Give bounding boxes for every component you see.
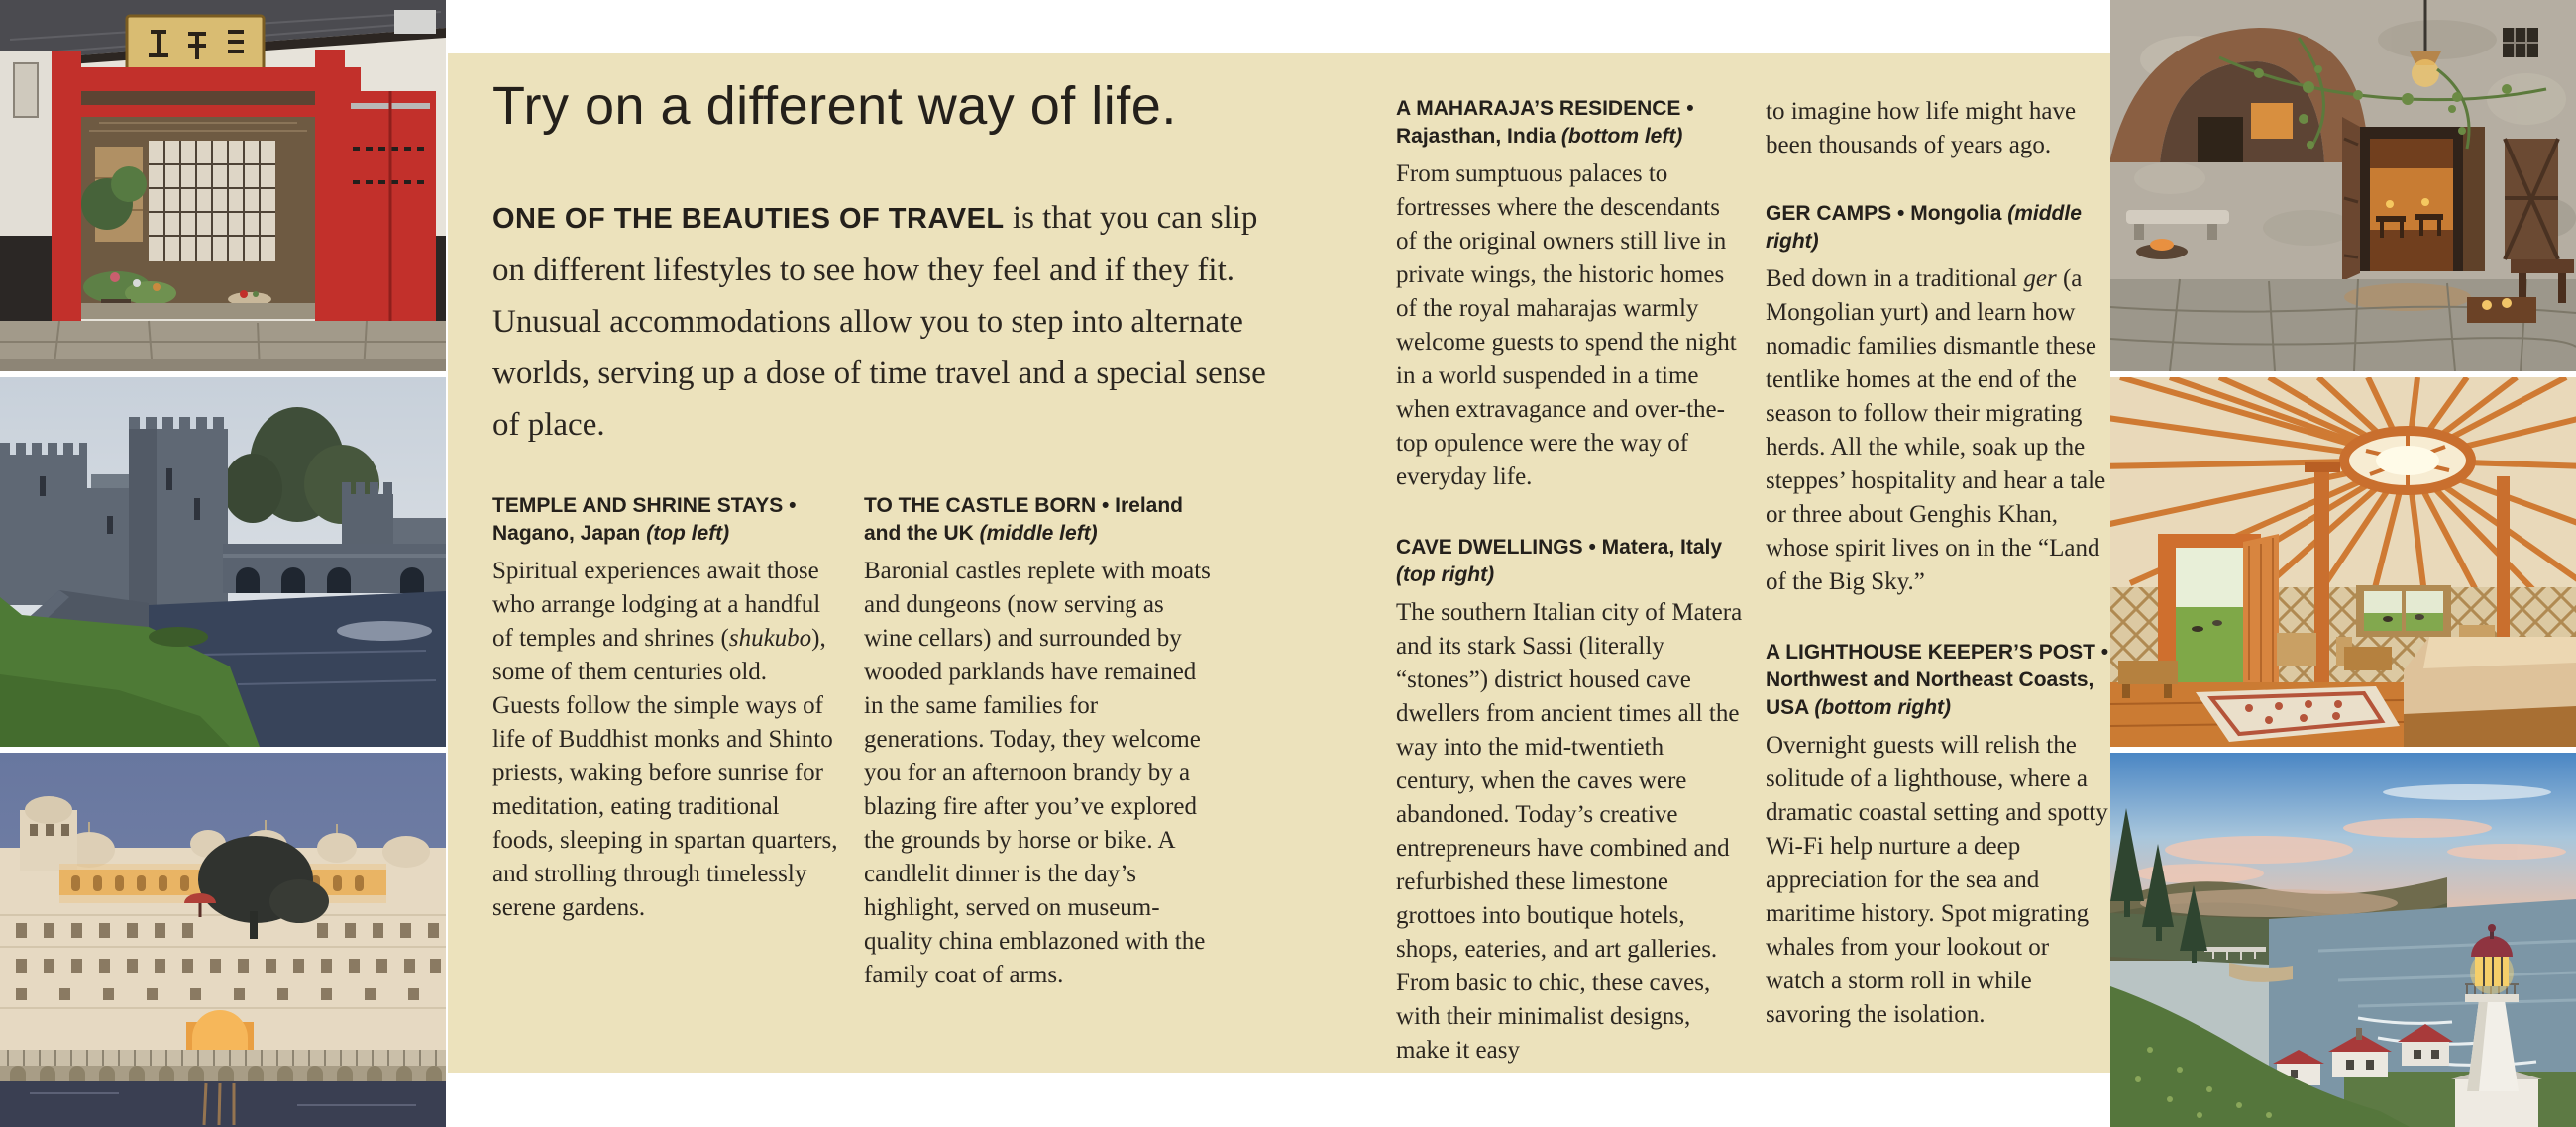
page-title: Try on a different way of life.	[492, 76, 1177, 136]
photo-position-ref: (top right)	[1396, 564, 1495, 586]
section-title: A MAHARAJA’S RESIDENCE	[1396, 97, 1681, 120]
section-place: Rajasthan, India	[1396, 125, 1561, 148]
column-temple	[492, 492, 839, 965]
section-body: Baronial castles replete with moats and dungeons (now serving as wine cellars) and surrounded by wooded parklands have remained in the same families for generations. Today, they welcome you for an afternoon brandy by a blazing fire after you’ve explored the grounds by horse or bike. A candlelit dinner is the day’s highlight, served on museum-quality china emblazoned with the family coat of arms.	[864, 558, 1211, 988]
section-to-the-castle-born	[864, 492, 1211, 992]
bullet-separator: •	[1891, 202, 1911, 225]
section-place: Northwest and Northeast Coasts, USA	[1766, 668, 2094, 719]
candle-tray	[2467, 297, 2536, 323]
photo-irish-castle-at-dusk	[0, 377, 446, 747]
section-body: From sumptuous palaces to fortresses where the descendants of the original owners still live in private wings, the historic homes of the royal maharajas warmly welcome guests to spend the night in a world suspended in a time when extravagance and over-the-top opulence were the way of everyday life.	[1396, 160, 1737, 490]
column-ger-lighthouse	[1766, 95, 2112, 1072]
photo-position-ref: (middle left)	[979, 522, 1098, 545]
section-title: TEMPLE AND SHRINE STAYS	[492, 494, 784, 517]
section-body: Spiritual experiences await those who arrange lodging at a handful of temples and shrines (shukubo), some of them centuries old. Guests follow the simple ways of life of Buddhist monks and Shinto priests, waking before sunrise for meditation, eating traditional foods, sleeping in spartan quarters, and strolling through timelessly serene gardens.	[492, 558, 838, 921]
section-place: Nagano, Japan	[492, 522, 647, 545]
coastal-bridge	[2204, 947, 2266, 952]
bullet-separator: •	[2094, 641, 2109, 664]
section-title: CAVE DWELLINGS	[1396, 536, 1583, 559]
section-title: TO THE CASTLE BORN	[864, 494, 1097, 517]
section-heading	[1766, 200, 2112, 256]
column-maharaja-cave	[1396, 95, 1743, 1107]
section-title: GER CAMPS	[1766, 202, 1892, 225]
photo-mongolian-ger-interior	[2110, 377, 2576, 747]
intro-paragraph	[492, 192, 1285, 451]
photo-japanese-temple-gate	[0, 0, 446, 371]
stone-bench	[2126, 210, 2229, 224]
section-place: Matera, Italy	[1601, 536, 1723, 559]
section-title: A LIGHTHOUSE KEEPER’S POST	[1766, 641, 2095, 664]
photo-coastal-lighthouse	[2110, 753, 2576, 1127]
section-heading	[492, 492, 839, 548]
photo-position-ref: (bottom left)	[1560, 125, 1683, 148]
bullet-separator: •	[783, 494, 797, 517]
photo-matera-cave-hotel-courtyard	[2110, 0, 2576, 371]
right-photo-column	[2110, 0, 2576, 1127]
section-cave-dwellings	[1396, 534, 1743, 1068]
section-place: Mongolia	[1910, 202, 2008, 225]
cave-section-continuation: to imagine how life might have been thousands of years ago.	[1766, 98, 2077, 158]
section-temple-and-shrine-stays	[492, 492, 839, 925]
section-body: The southern Italian city of Matera and its stark Sassi (literally “stones”) district housed cave dwellers from ancient times all the way into the mid-twentieth century, when the caves were abandoned. Today’s creative entrepreneurs have combined and refurbished these limestone grottoes into boutique hotels, shops, eateries, and art galleries. From basic to chic, these caves, with their minimalist designs, make it easy	[1396, 599, 1743, 1064]
section-heading	[864, 492, 1211, 548]
photo-position-ref: (top left)	[646, 522, 730, 545]
support-post	[2314, 468, 2329, 682]
wall-plaque	[14, 63, 38, 117]
section-heading	[1396, 95, 1743, 151]
italic-term-shukubo: shukubo	[728, 625, 812, 652]
column-castle	[864, 492, 1211, 1032]
section-body: Overnight guests will relish the solitude of a lighthouse, where a dramatic coastal setting and spotty Wi-Fi help nurture a deep appreciation for the sea and maritime history. Spot migrating whales from your lookout or watch a storm roll in while savoring the isolation.	[1766, 732, 2108, 1028]
section-maharajas-residence	[1396, 95, 1743, 494]
ac-unit	[394, 10, 436, 34]
intro-lead-in: ONE OF THE BEAUTIES OF TRAVEL	[492, 203, 1005, 235]
section-body: Bed down in a traditional ger (a Mongolian yurt) and learn how nomadic families dismantle these tentlike homes at the end of the season to follow their migrating herds. All the while, soak up the steppes’ hospitality and hear a tale or three about Genghis Khan, whose spirit lives on in the “Land of the Big Sky.”	[1766, 265, 2106, 595]
section-ger-camps	[1766, 200, 2112, 599]
bullet-separator: •	[1096, 494, 1116, 517]
italic-term-ger: ger	[2023, 265, 2057, 292]
photo-maharaja-palace-at-dusk	[0, 753, 446, 1127]
fire-bowl	[2150, 239, 2174, 251]
intro-text: is that you can slip on different lifestyles to see how they feel and if they fit. Unusual accommodations allow you to step into alternate worlds, serving up a dose of time travel and a special sense of place.	[492, 200, 1266, 443]
section-heading	[1396, 534, 1743, 589]
bullet-separator: •	[1680, 97, 1694, 120]
section-lighthouse-keepers-post	[1766, 639, 2112, 1032]
section-place: Ireland and the UK	[864, 494, 1184, 545]
photo-position-ref: (middle right)	[1766, 202, 2082, 253]
section-heading	[1766, 639, 2112, 722]
bullet-separator: •	[1582, 536, 1602, 559]
photo-position-ref: (bottom right)	[1814, 696, 1952, 719]
left-photo-column	[0, 0, 446, 1127]
text-panel	[448, 53, 2110, 1073]
